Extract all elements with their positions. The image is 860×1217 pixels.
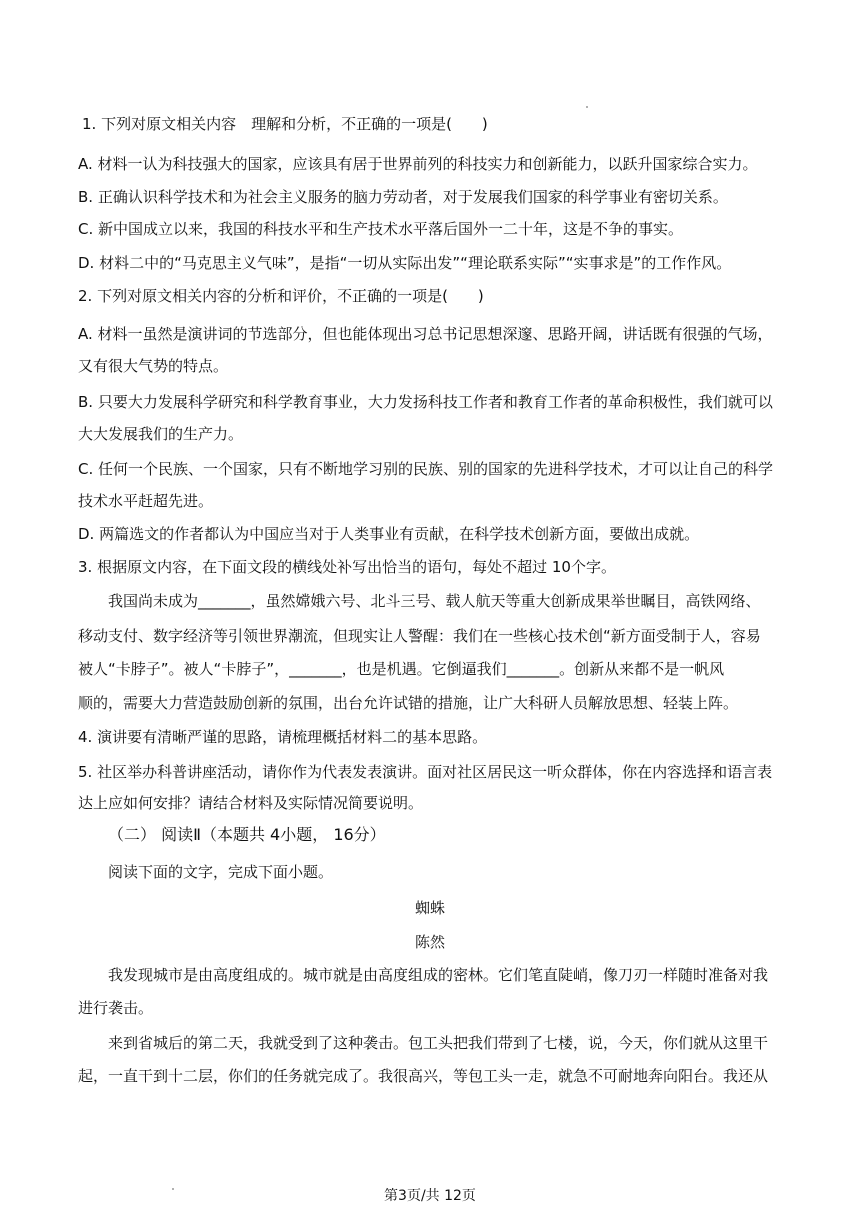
question-2-option-c: C. 任何一个民族、一个国家，只有不断地学习别的民族、别的国家的先进科学技术，才可以让自己的科学 [78, 460, 774, 478]
question-2-option-c-cont: 技术水平赶超先进。 [78, 492, 214, 510]
question-1-option-a: A. 材料一认为科技强大的国家，应该具有居于世界前列的科技实力和创新能力，以跃升国家综合实力。 [78, 155, 758, 173]
question-4: 4. 演讲要有清晰严谨的思路，请梳理概括材料二的基本思路。 [78, 728, 488, 746]
question-1-option-b: B. 正确认识科学技术和为社会主义服务的脑力劳动者，对于发展我们国家的科学事业有密切关系。 [78, 188, 728, 206]
question-1-option-d: D. 材料二中的“马克思主义气味”，是指“一切从实际出发”“理论联系实际”“实事求是”的工作作风。 [78, 254, 732, 272]
question-3-passage-line-3: 被人“卡脖子”。被人“卡脖子”，_______，也是机遇。它倒逼我们_______。创新从来都不是一帆风 [78, 660, 725, 678]
question-3-passage-line-4: 顺的，需要大力营造鼓励创新的氛围，出台允许试错的措施，让广大科研人员解放思想、轻装上阵。 [78, 694, 739, 712]
scan-speck [172, 1188, 174, 1190]
question-2-option-b-cont: 大大发展我们的生产力。 [78, 425, 244, 443]
question-3-passage-line-1: 我国尚未成为_______，虽然嫦娥六号、北斗三号、载人航天等重大创新成果举世瞩目，高铁网络、 [108, 592, 761, 610]
question-1-option-c: C. 新中国成立以来，我国的科技水平和生产技术水平落后国外一二十年，这是不争的事实。 [78, 220, 684, 238]
question-2: 2. 下列对原文相关内容的分析和评价，不正确的一项是( ) [78, 287, 484, 305]
question-2-option-a: A. 材料一虽然是演讲词的节选部分，但也能体现出习总书记思想深邃、思路开阔，讲话既有很强的气场， [78, 325, 773, 343]
question-5-cont: 达上应如何安排？请结合材料及实际情况简要说明。 [78, 794, 424, 812]
question-3-passage-line-2: 移动支付、数字经济等引领世界潮流，但现实让人警醒：我们在一些核心技术创“新方面受制于人，容易 [78, 627, 761, 645]
story-paragraph-2: 来到省城后的第二天，我就受到了这种袭击。包工头把我们带到了七楼，说，今天，你们就从这里干 [108, 1034, 769, 1052]
story-paragraph-2-cont: 起，一直干到十二层，你们的任务就完成了。我很高兴，等包工头一走，就急不可耐地奔向阳台。我还从 [78, 1067, 769, 1085]
story-author: 陈然 [414, 933, 445, 951]
reading-instruction: 阅读下面的文字，完成下面小题。 [108, 863, 334, 881]
question-2-option-a-cont: 又有很大气势的特点。 [78, 357, 229, 375]
question-5: 5. 社区举办科普讲座活动，请你作为代表发表演讲。面对社区居民这一听众群体，你在内容选择和语言表 [78, 763, 773, 781]
story-paragraph-1-cont: 进行袭击。 [78, 999, 154, 1017]
question-3: 3. 根据原文内容，在下面文段的横线处补写出恰当的语句，每处不超过 10个字。 [78, 558, 616, 576]
story-title: 蜘蛛 [414, 899, 445, 917]
question-2-option-d: D. 两篇选文的作者都认为中国应当对于人类事业有贡献，在科学技术创新方面，要做出成就。 [78, 525, 700, 543]
scan-speck [586, 106, 588, 108]
story-paragraph-1: 我发现城市是由高度组成的。城市就是由高度组成的密林。它们笔直陡峭，像刀刃一样随时准备对我 [108, 966, 769, 984]
question-1: 1. 下列对原文相关内容 理解和分析，不正确的一项是( ) [82, 115, 488, 133]
page-number: 第3页/共 12页 [384, 1188, 476, 1204]
question-2-option-b: B. 只要大力发展科学研究和科学教育事业，大力发扬科技工作者和教育工作者的革命积极性，我们就可以 [78, 393, 773, 411]
section-heading: （二） 阅读Ⅱ（本题共 4小题， 16分） [108, 825, 386, 844]
